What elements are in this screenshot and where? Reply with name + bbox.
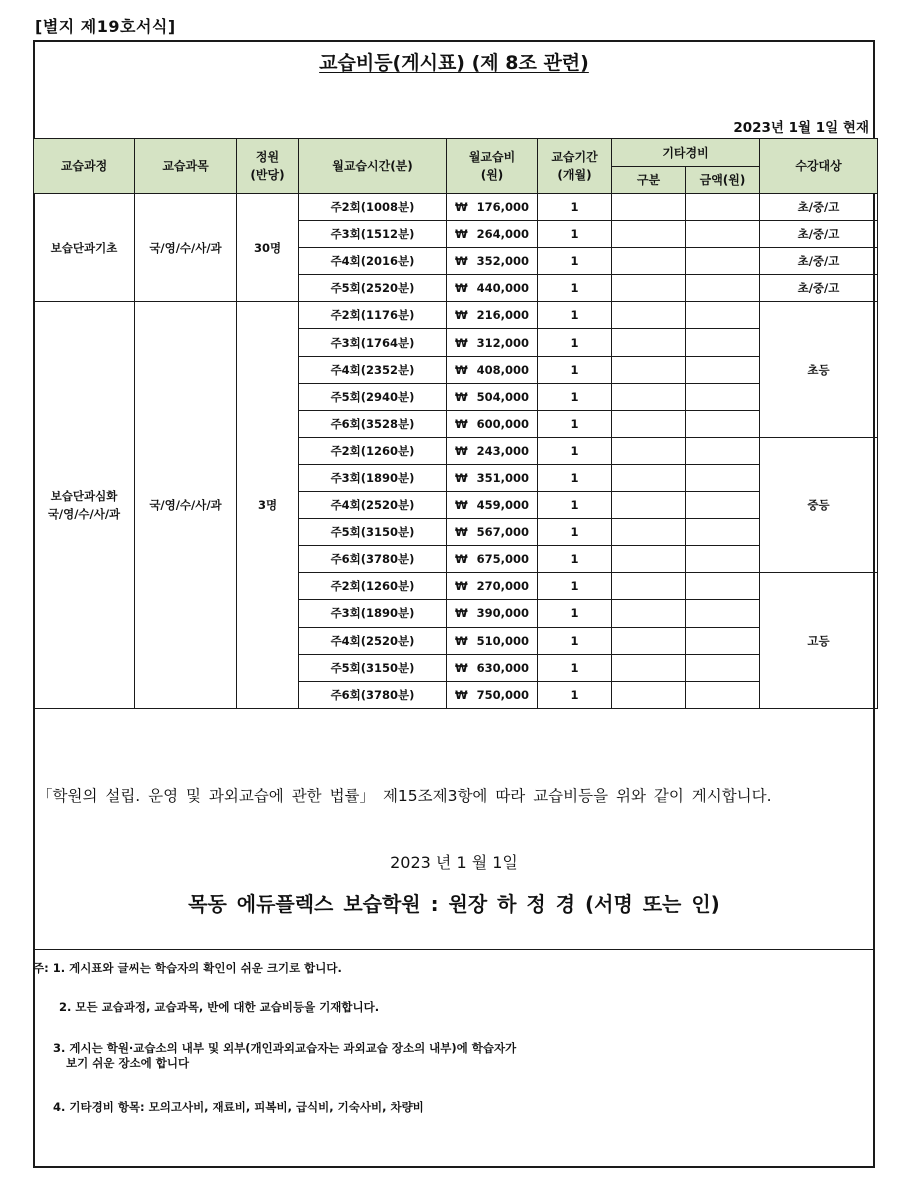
other-type-cell [612, 248, 686, 275]
fee-amount: 351,000 [476, 470, 529, 485]
period-cell: 1 [538, 681, 612, 708]
form-number: [별지 제19호서식] [35, 17, 176, 36]
other-type-cell [612, 464, 686, 491]
hours-cell: 주6회(3780분) [299, 681, 447, 708]
other-amount-cell [686, 383, 760, 410]
header-other-type: 구분 [612, 167, 686, 194]
period-cell: 1 [538, 194, 612, 221]
fee-value [447, 417, 537, 431]
won-symbol: ₩ [455, 227, 468, 242]
period-cell: 1 [538, 627, 612, 654]
header-subject: 교습과목 [135, 139, 237, 194]
monthly-fee-cell [447, 600, 538, 627]
header-monthly-hours: 월교습시간(분) [299, 139, 447, 194]
monthly-fee-cell [447, 275, 538, 302]
fee-table-body [34, 194, 878, 709]
won-symbol: ₩ [455, 254, 468, 269]
monthly-fee-cell [447, 356, 538, 383]
fee-table [33, 138, 878, 709]
won-symbol: ₩ [455, 579, 468, 594]
hours-cell: 주5회(2520분) [299, 275, 447, 302]
other-type-cell [612, 519, 686, 546]
fee-notice-form [33, 40, 875, 1168]
period-cell: 1 [538, 464, 612, 491]
target-cell: 초/중/고 [760, 221, 878, 248]
monthly-fee-cell [447, 194, 538, 221]
subject-cell: 국/영/수/사/과 [135, 302, 237, 708]
other-amount-cell [686, 221, 760, 248]
monthly-fee-cell [447, 437, 538, 464]
period-cell: 1 [538, 654, 612, 681]
monthly-fee-cell [447, 248, 538, 275]
fee-amount: 352,000 [476, 254, 529, 269]
other-type-cell [612, 437, 686, 464]
won-symbol: ₩ [455, 552, 468, 567]
note-1: 주: 1. 게시표와 글씨는 학습자의 확인이 쉬운 크기로 합니다. [33, 961, 342, 975]
other-type-cell [612, 410, 686, 437]
won-symbol: ₩ [455, 660, 468, 675]
monthly-fee-cell [447, 329, 538, 356]
monthly-fee-cell [447, 654, 538, 681]
other-amount-cell [686, 410, 760, 437]
title-text: 교습비등(게시표) (제 8조 관련) [319, 52, 589, 74]
course-cell [34, 302, 135, 708]
hours-cell: 주6회(3528분) [299, 410, 447, 437]
fee-value [447, 634, 537, 648]
hours-cell: 주5회(3150분) [299, 519, 447, 546]
won-symbol: ₩ [455, 687, 468, 702]
other-type-cell [612, 546, 686, 573]
monthly-fee-cell [447, 681, 538, 708]
other-type-cell [612, 627, 686, 654]
period-cell: 1 [538, 600, 612, 627]
hours-cell: 주3회(1890분) [299, 464, 447, 491]
header-monthly-fee-line1: 월교습비 [468, 150, 516, 164]
header-period-line2: (개월) [557, 168, 592, 182]
fee-amount: 408,000 [476, 362, 529, 377]
fee-amount: 312,000 [476, 335, 529, 350]
period-cell: 1 [538, 302, 612, 329]
hours-cell: 주4회(2352분) [299, 356, 447, 383]
other-type-cell [612, 600, 686, 627]
hours-cell: 주2회(1260분) [299, 573, 447, 600]
monthly-fee-cell [447, 627, 538, 654]
period-cell: 1 [538, 221, 612, 248]
section-divider [35, 949, 873, 950]
monthly-fee-cell [447, 410, 538, 437]
target-cell: 중등 [760, 437, 878, 572]
fee-value [447, 661, 537, 675]
other-type-cell [612, 356, 686, 383]
hours-cell: 주5회(3150분) [299, 654, 447, 681]
fee-amount: 216,000 [476, 308, 529, 323]
monthly-fee-cell [447, 221, 538, 248]
monthly-fee-cell [447, 546, 538, 573]
other-type-cell [612, 221, 686, 248]
monthly-fee-cell [447, 464, 538, 491]
won-symbol: ₩ [455, 525, 468, 540]
header-capacity-line2: (반당) [250, 168, 285, 182]
fee-amount: 675,000 [476, 552, 529, 567]
fee-value [447, 281, 537, 295]
won-symbol: ₩ [455, 200, 468, 215]
fee-amount: 243,000 [476, 443, 529, 458]
other-type-cell [612, 194, 686, 221]
other-amount-cell [686, 681, 760, 708]
period-cell: 1 [538, 410, 612, 437]
other-type-cell [612, 329, 686, 356]
header-course: 교습과정 [34, 139, 135, 194]
fee-amount: 567,000 [476, 525, 529, 540]
fee-amount: 504,000 [476, 389, 529, 404]
won-symbol: ₩ [455, 389, 468, 404]
other-type-cell [612, 302, 686, 329]
fee-value [447, 498, 537, 512]
fee-value [447, 552, 537, 566]
header-target: 수강대상 [760, 139, 878, 194]
table-row [34, 194, 878, 221]
won-symbol: ₩ [455, 633, 468, 648]
other-type-cell [612, 681, 686, 708]
course-cell: 보습단과기초 [34, 194, 135, 302]
hours-cell: 주5회(2940분) [299, 383, 447, 410]
fee-value [447, 254, 537, 268]
law-statement: 「학원의 설립. 운영 및 과외교습에 관한 법률」 제15조제3항에 따라 교습비등을 위와 같이 게시합니다. [37, 787, 772, 805]
other-amount-cell [686, 194, 760, 221]
fee-value [447, 471, 537, 485]
other-type-cell [612, 654, 686, 681]
note-3-line1: 3. 게시는 학원·교습소의 내부 및 외부(개인과외교습자는 과외교습 장소의 내부)에 학습자가 [53, 1041, 517, 1055]
period-cell: 1 [538, 275, 612, 302]
other-type-cell [612, 573, 686, 600]
period-cell: 1 [538, 492, 612, 519]
won-symbol: ₩ [455, 606, 468, 621]
header-period-line1: 교습기간 [551, 150, 598, 164]
target-cell: 초/중/고 [760, 194, 878, 221]
other-amount-cell [686, 275, 760, 302]
fee-amount: 600,000 [476, 416, 529, 431]
hours-cell: 주4회(2520분) [299, 492, 447, 519]
fee-value [447, 390, 537, 404]
capacity-cell: 3명 [237, 302, 299, 708]
header-monthly-fee [447, 139, 538, 194]
won-symbol: ₩ [455, 443, 468, 458]
header-capacity-line1: 정원 [255, 150, 280, 164]
course-subjects: 국/영/수/사/과 [47, 507, 121, 522]
header-other-expenses: 기타경비 [612, 139, 760, 167]
monthly-fee-cell [447, 302, 538, 329]
fee-value [447, 308, 537, 322]
header-capacity [237, 139, 299, 194]
fee-amount: 750,000 [476, 687, 529, 702]
fee-amount: 440,000 [476, 281, 529, 296]
other-type-cell [612, 383, 686, 410]
hours-cell: 주3회(1764분) [299, 329, 447, 356]
monthly-fee-cell [447, 383, 538, 410]
fee-value [447, 336, 537, 350]
hours-cell: 주6회(3780분) [299, 546, 447, 573]
won-symbol: ₩ [455, 362, 468, 377]
capacity-cell: 30명 [237, 194, 299, 302]
fee-amount: 264,000 [476, 227, 529, 242]
target-cell: 고등 [760, 573, 878, 708]
other-amount-cell [686, 329, 760, 356]
period-cell: 1 [538, 573, 612, 600]
note-4: 4. 기타경비 항목: 모의고사비, 재료비, 피복비, 급식비, 기숙사비, 차량비 [53, 1100, 424, 1114]
fee-value [447, 444, 537, 458]
period-cell: 1 [538, 383, 612, 410]
header-period [538, 139, 612, 194]
won-symbol: ₩ [455, 498, 468, 513]
hours-cell: 주4회(2016분) [299, 248, 447, 275]
fee-value [447, 525, 537, 539]
as-of-date: 2023년 1월 1일 현재 [733, 120, 869, 136]
other-type-cell [612, 275, 686, 302]
fee-amount: 390,000 [476, 606, 529, 621]
fee-value [447, 363, 537, 377]
won-symbol: ₩ [455, 416, 468, 431]
header-other-amount: 금액(원) [686, 167, 760, 194]
other-amount-cell [686, 600, 760, 627]
signature-line: 목동 에듀플렉스 보습학원 : 원장 하 정 경 (서명 또는 인) [188, 892, 720, 916]
other-amount-cell [686, 437, 760, 464]
fee-amount: 270,000 [476, 579, 529, 594]
other-amount-cell [686, 356, 760, 383]
fee-value [447, 227, 537, 241]
hours-cell: 주2회(1260분) [299, 437, 447, 464]
other-amount-cell [686, 248, 760, 275]
fee-amount: 630,000 [476, 660, 529, 675]
hours-cell: 주2회(1176분) [299, 302, 447, 329]
note-3-line2: 보기 쉬운 장소에 합니다 [66, 1056, 190, 1070]
period-cell: 1 [538, 437, 612, 464]
hours-cell: 주3회(1512분) [299, 221, 447, 248]
other-amount-cell [686, 546, 760, 573]
header-monthly-fee-line2: (원) [480, 168, 504, 182]
fee-amount: 459,000 [476, 498, 529, 513]
target-cell: 초등 [760, 302, 878, 437]
hours-cell: 주3회(1890분) [299, 600, 447, 627]
hours-cell: 주4회(2520분) [299, 627, 447, 654]
hours-cell: 주2회(1008분) [299, 194, 447, 221]
other-amount-cell [686, 573, 760, 600]
other-amount-cell [686, 492, 760, 519]
monthly-fee-cell [447, 492, 538, 519]
won-symbol: ₩ [455, 281, 468, 296]
notice-date: 2023 년 1 월 1일 [390, 853, 518, 872]
won-symbol: ₩ [455, 470, 468, 485]
fee-value [447, 579, 537, 593]
fee-value [447, 606, 537, 620]
table-row [34, 302, 878, 329]
target-cell: 초/중/고 [760, 275, 878, 302]
other-amount-cell [686, 464, 760, 491]
period-cell: 1 [538, 248, 612, 275]
fee-value [447, 688, 537, 702]
won-symbol: ₩ [455, 335, 468, 350]
other-amount-cell [686, 302, 760, 329]
monthly-fee-cell [447, 573, 538, 600]
course-name: 보습단과심화 [50, 489, 118, 504]
period-cell: 1 [538, 356, 612, 383]
other-amount-cell [686, 519, 760, 546]
other-amount-cell [686, 627, 760, 654]
other-amount-cell [686, 654, 760, 681]
monthly-fee-cell [447, 519, 538, 546]
subject-cell: 국/영/수/사/과 [135, 194, 237, 302]
period-cell: 1 [538, 546, 612, 573]
target-cell: 초/중/고 [760, 248, 878, 275]
won-symbol: ₩ [455, 308, 468, 323]
fee-amount: 176,000 [476, 200, 529, 215]
other-type-cell [612, 492, 686, 519]
page-title [35, 48, 873, 75]
fee-value [447, 200, 537, 214]
fee-amount: 510,000 [476, 633, 529, 648]
period-cell: 1 [538, 519, 612, 546]
note-2: 2. 모든 교습과정, 교습과목, 반에 대한 교습비등을 기재합니다. [59, 1000, 380, 1014]
period-cell: 1 [538, 329, 612, 356]
